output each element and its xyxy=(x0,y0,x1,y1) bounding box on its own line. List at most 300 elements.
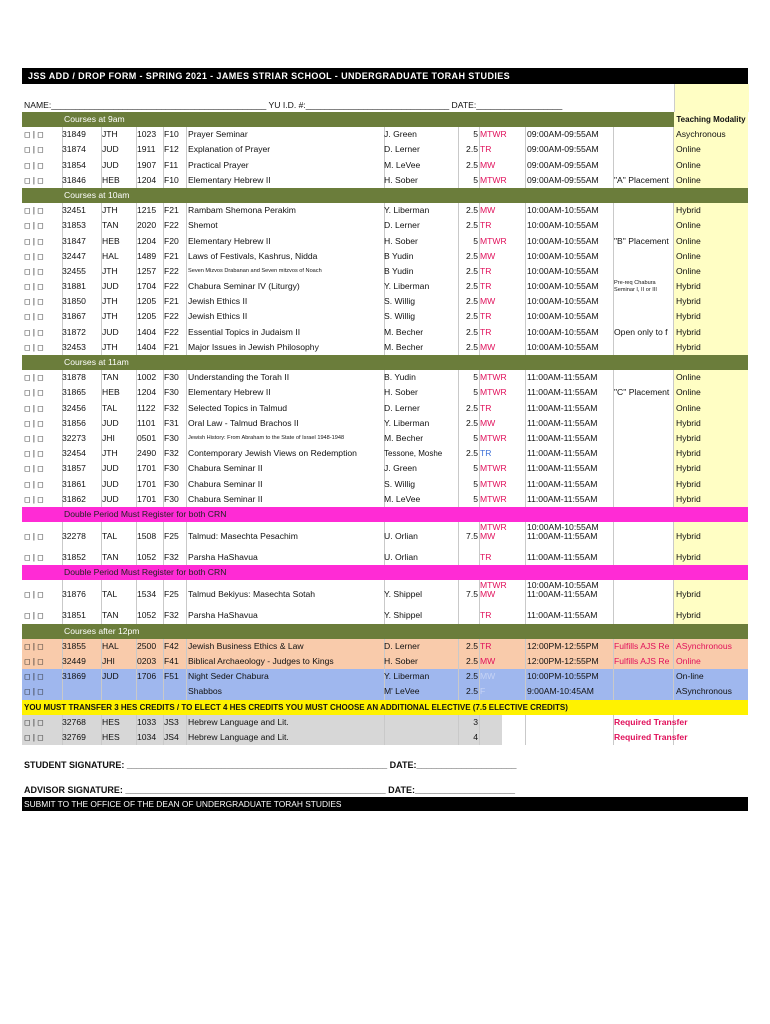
instructor: M. LeVee xyxy=(384,493,421,504)
section-header xyxy=(22,565,748,580)
add-drop-checkboxes[interactable]: ◻ | ◻ xyxy=(24,672,44,682)
course-number: 1034 xyxy=(137,731,157,742)
grid-line xyxy=(186,370,187,385)
subject: TAN xyxy=(102,610,119,621)
grid-line xyxy=(525,173,526,188)
grid-line xyxy=(479,730,480,745)
add-drop-checkboxes[interactable]: ◻ | ◻ xyxy=(24,175,44,185)
add-drop-checkboxes[interactable]: ◻ | ◻ xyxy=(24,717,44,727)
add-drop-checkboxes[interactable]: ◻ | ◻ xyxy=(24,611,44,621)
grid-line xyxy=(186,218,187,233)
add-drop-checkboxes[interactable]: ◻ | ◻ xyxy=(24,221,44,231)
crn: 31881 xyxy=(62,281,86,292)
subject: HAL xyxy=(102,250,119,261)
course-number: 1204 xyxy=(137,235,157,246)
grid-line xyxy=(186,385,187,400)
teaching-modality: Online xyxy=(676,656,701,666)
course-row[interactable] xyxy=(22,234,748,249)
add-drop-checkboxes[interactable]: ◻ | ◻ xyxy=(24,657,44,666)
meeting-days: MTWR xyxy=(480,478,507,489)
crn: 31851 xyxy=(62,610,86,621)
crn: 31878 xyxy=(62,372,86,383)
instructor: Y. Shippel xyxy=(384,589,423,600)
instructor: U. Orlian xyxy=(384,552,418,563)
add-drop-checkboxes[interactable]: ◻ | ◻ xyxy=(24,145,44,155)
course-row[interactable] xyxy=(22,173,748,188)
add-drop-checkboxes[interactable]: ◻ | ◻ xyxy=(24,532,44,542)
teaching-modality: Hybrid xyxy=(676,478,701,489)
teaching-modality: Hybrid xyxy=(676,205,701,216)
transfer-course-row[interactable] xyxy=(22,715,748,730)
add-drop-checkboxes[interactable]: ◻ | ◻ xyxy=(24,433,44,443)
transfer-course-row[interactable] xyxy=(22,730,748,745)
meeting-days: TR xyxy=(480,311,492,322)
subject: HAL xyxy=(102,640,119,651)
grid-line xyxy=(186,203,187,218)
grid-line xyxy=(186,522,187,550)
teaching-modality: Online xyxy=(676,174,701,185)
meeting-time: 10:00AM-10:55AM xyxy=(527,311,599,322)
instructor: D. Lerner xyxy=(384,640,420,651)
course-number: 1023 xyxy=(137,129,157,140)
section: F10 xyxy=(164,174,179,185)
credits: 2.5 xyxy=(466,686,478,697)
course-number: 1907 xyxy=(137,159,157,170)
grid-line xyxy=(186,309,187,324)
grid-line xyxy=(525,264,526,279)
instructor: M' LeVee xyxy=(384,686,420,697)
course-title: Jewish Ethics II xyxy=(188,311,248,322)
meeting-time: 10:00AM-10:55AM xyxy=(527,296,599,307)
meeting-time: 9:00AM-10:45AM xyxy=(527,686,594,697)
grid-line xyxy=(384,715,385,730)
credits: 2.5 xyxy=(466,448,478,459)
teaching-modality: Online xyxy=(676,387,701,398)
course-number: 1257 xyxy=(137,265,157,276)
instructor: D. Lerner xyxy=(384,220,420,231)
crn: 32278 xyxy=(62,531,86,542)
course-number: 1052 xyxy=(137,610,157,621)
grid-line xyxy=(186,249,187,264)
course-row[interactable] xyxy=(22,264,748,279)
meeting-days: MW xyxy=(480,671,496,682)
section: F41 xyxy=(164,656,179,666)
course-number: 2490 xyxy=(137,448,157,459)
placement-note: Fulfills AJS Re xyxy=(614,656,670,666)
section: F32 xyxy=(164,448,179,459)
section-header xyxy=(22,188,748,203)
course-title: Shabbos xyxy=(188,686,222,697)
teaching-modality-header: Teaching Modality xyxy=(674,112,748,127)
credits: 5 xyxy=(473,174,478,185)
grid-line xyxy=(525,416,526,431)
grid-line xyxy=(186,173,187,188)
course-title: Jewish Business Ethics & Law xyxy=(188,640,304,651)
course-number: 1701 xyxy=(137,493,157,504)
instructor: B Yudin xyxy=(384,250,414,261)
spacer xyxy=(22,745,748,757)
grid-line xyxy=(525,669,526,684)
section: JS4 xyxy=(164,731,179,742)
meeting-time: 10:00AM-10:55AM xyxy=(527,220,599,231)
course-row[interactable] xyxy=(22,249,748,264)
grid-line xyxy=(525,340,526,355)
instructor: B. Yudin xyxy=(384,372,416,383)
course-row[interactable] xyxy=(22,218,748,233)
grid-line xyxy=(136,684,137,699)
meeting-time: 11:00AM-11:55AM xyxy=(527,589,598,600)
grid-line xyxy=(525,550,526,565)
course-number: 1205 xyxy=(137,296,157,307)
add-drop-checkboxes[interactable]: ◻ | ◻ xyxy=(24,266,44,276)
course-row[interactable] xyxy=(22,385,748,400)
course-row[interactable] xyxy=(22,158,748,173)
add-drop-checkboxes[interactable]: ◻ | ◻ xyxy=(24,312,44,322)
course-number: 1704 xyxy=(137,281,157,292)
subject: TAL xyxy=(102,402,118,413)
add-drop-form xyxy=(22,68,748,811)
credits: 5 xyxy=(473,372,478,383)
subject: JUD xyxy=(102,144,119,155)
course-number: 1701 xyxy=(137,478,157,489)
crn: 31857 xyxy=(62,463,86,474)
section: F21 xyxy=(164,341,179,352)
teaching-modality: Hybrid xyxy=(676,448,701,459)
add-drop-checkboxes[interactable]: ◻ | ◻ xyxy=(24,494,44,504)
meeting-days: TR xyxy=(480,265,492,276)
double-period-days-top: MTWR xyxy=(480,580,507,591)
instructor: H. Sober xyxy=(384,387,418,398)
grid-line xyxy=(525,158,526,173)
grid-line xyxy=(186,550,187,565)
teaching-modality: Online xyxy=(676,250,701,261)
course-number: 1404 xyxy=(137,341,157,352)
grid-line xyxy=(525,431,526,446)
add-drop-checkboxes[interactable]: ◻ | ◻ xyxy=(24,282,44,292)
add-drop-checkboxes[interactable]: ◻ | ◻ xyxy=(24,251,44,261)
crn: 32455 xyxy=(62,265,86,276)
add-drop-checkboxes[interactable]: ◻ | ◻ xyxy=(24,297,44,307)
grid-line xyxy=(479,715,480,730)
section: F51 xyxy=(164,671,179,682)
grid-line xyxy=(458,608,459,623)
crn: 32447 xyxy=(62,250,86,261)
crn: 31865 xyxy=(62,387,86,398)
section-header xyxy=(22,355,748,370)
student-signature-line[interactable] xyxy=(22,757,748,773)
meeting-days: MTWR xyxy=(480,372,507,383)
course-number: 2500 xyxy=(137,640,157,651)
grid-line xyxy=(186,416,187,431)
course-row[interactable] xyxy=(22,639,748,654)
instructor: M. Becher xyxy=(384,432,424,443)
course-row[interactable] xyxy=(22,401,748,416)
course-row[interactable] xyxy=(22,608,748,623)
course-title: Jewish History: From Abraham to the State of Israel 1948-1948 xyxy=(188,434,345,441)
credits: 2.5 xyxy=(466,205,478,216)
subject: JHI xyxy=(102,432,115,443)
subject: HES xyxy=(102,716,120,727)
course-row[interactable] xyxy=(22,669,748,684)
section-header xyxy=(22,624,748,639)
course-row[interactable] xyxy=(22,340,748,355)
add-drop-checkboxes[interactable]: ◻ | ◻ xyxy=(24,373,44,383)
subject: TAN xyxy=(102,372,119,383)
course-title: Night Seder Chabura xyxy=(188,671,269,682)
subject: JUD xyxy=(102,417,119,428)
crn: 31862 xyxy=(62,493,86,504)
section: F20 xyxy=(164,235,179,246)
instructor: J. Green xyxy=(384,129,417,140)
add-drop-checkboxes[interactable]: ◻ | ◻ xyxy=(24,236,44,246)
credits: 7.5 xyxy=(466,531,478,542)
grid-line xyxy=(525,477,526,492)
section: F32 xyxy=(164,402,179,413)
transfer-notice xyxy=(22,700,748,715)
meeting-time: 11:00AM-11:55AM xyxy=(527,493,598,504)
section: F22 xyxy=(164,265,179,276)
meeting-time: 11:00AM-11:55AM xyxy=(527,448,598,459)
course-row[interactable] xyxy=(22,477,748,492)
section: F21 xyxy=(164,205,179,216)
credits: 2.5 xyxy=(466,296,478,307)
course-title: Essential Topics in Judaism II xyxy=(188,326,301,337)
course-number: 1911 xyxy=(137,144,156,155)
transfer-notice-text: YOU MUST TRANSFER 3 HES CREDITS / TO ELECT 4 HES CREDITS YOU MUST CHOOSE AN ADDITIONAL ELECTIVE (7.5 ELECTIVE CREDITS) xyxy=(24,702,568,712)
add-drop-checkboxes[interactable]: ◻ | ◻ xyxy=(24,641,44,651)
course-row[interactable] xyxy=(22,370,748,385)
course-table xyxy=(22,112,748,745)
meeting-days: TR xyxy=(480,144,492,155)
footer-text: SUBMIT TO THE OFFICE OF THE DEAN OF UNDERGRADUATE TORAH STUDIES xyxy=(24,799,342,810)
teaching-modality: Online xyxy=(676,372,701,383)
modality-column-bg xyxy=(674,355,748,370)
teaching-modality: Hybrid xyxy=(676,493,701,504)
meeting-time: 12:00PM-12:55PM xyxy=(527,640,599,651)
grid-line xyxy=(458,550,459,565)
crn: 32454 xyxy=(62,448,86,459)
course-title: Jewish Ethics II xyxy=(188,296,248,307)
add-drop-checkboxes[interactable]: ◻ | ◻ xyxy=(24,130,44,140)
course-row[interactable] xyxy=(22,492,748,507)
add-drop-checkboxes[interactable]: ◻ | ◻ xyxy=(24,327,44,337)
course-title: Hebrew Language and Lit. xyxy=(188,731,289,742)
subject: JTH xyxy=(102,296,118,307)
meeting-time: 10:00AM-10:55AM xyxy=(527,326,599,337)
placement-note: "C" Placement xyxy=(614,387,670,398)
section: F42 xyxy=(164,640,179,651)
grid-line xyxy=(186,608,187,623)
meeting-time: 09:00AM-09:55AM xyxy=(527,174,599,185)
meeting-days: MW xyxy=(480,250,496,261)
instructor: Tessone, Moshe xyxy=(384,449,443,459)
course-number: 0203 xyxy=(137,656,157,666)
grid-line xyxy=(525,492,526,507)
meeting-days: TR xyxy=(480,448,492,459)
crn: 31861 xyxy=(62,478,86,489)
credits: 2.5 xyxy=(466,144,478,155)
instructor: H. Sober xyxy=(384,235,418,246)
course-row[interactable] xyxy=(22,127,748,142)
grid-line xyxy=(186,142,187,157)
add-drop-checkboxes[interactable]: ◻ | ◻ xyxy=(24,160,44,170)
section: F22 xyxy=(164,281,179,292)
meeting-time: 10:00AM-10:55AM xyxy=(527,341,599,352)
add-drop-checkboxes[interactable]: ◻ | ◻ xyxy=(24,590,44,600)
course-title: Selected Topics in Talmud xyxy=(188,402,288,413)
grid-line xyxy=(186,234,187,249)
crn: 31855 xyxy=(62,640,86,651)
course-row[interactable] xyxy=(22,309,748,324)
credits: 2.5 xyxy=(466,402,478,413)
meeting-time: 10:00PM-10:55PM xyxy=(527,671,599,682)
section: F11 xyxy=(164,159,179,170)
meeting-days: MTWR xyxy=(480,235,507,246)
crn: 32768 xyxy=(62,716,86,727)
course-title: Chabura Seminar II xyxy=(188,463,263,474)
course-row[interactable] xyxy=(22,522,748,550)
add-drop-checkboxes[interactable]: ◻ | ◻ xyxy=(24,553,44,563)
course-row[interactable] xyxy=(22,416,748,431)
course-title: Chabura Seminar II xyxy=(188,493,263,504)
grid-line xyxy=(525,715,526,730)
teaching-modality: Hybrid xyxy=(676,610,701,621)
add-drop-checkboxes[interactable]: ◻ | ◻ xyxy=(24,449,44,459)
section: F30 xyxy=(164,387,179,398)
instructor: J. Green xyxy=(384,463,417,474)
grid-line xyxy=(186,431,187,446)
meeting-time: 10:00AM-10:55AM xyxy=(527,281,599,292)
instructor: U. Orlian xyxy=(384,531,418,542)
course-number: 1508 xyxy=(137,531,157,542)
course-row[interactable] xyxy=(22,550,748,565)
crn: 32273 xyxy=(62,432,86,443)
spacer xyxy=(22,773,748,783)
teaching-modality: Hybrid xyxy=(676,311,701,322)
meeting-days: MTWR xyxy=(480,387,507,398)
add-drop-checkboxes[interactable]: ◻ | ◻ xyxy=(24,388,44,398)
grid-line xyxy=(525,461,526,476)
meeting-time: 10:00AM-10:55AM xyxy=(527,235,599,246)
course-number: 1122 xyxy=(137,402,156,413)
course-row[interactable] xyxy=(22,654,748,669)
subject: JTH xyxy=(102,129,118,140)
teaching-modality: Online xyxy=(676,144,701,155)
teaching-modality: Asychronous xyxy=(676,129,726,140)
advisor-signature-line[interactable] xyxy=(22,783,748,797)
placement-note: Pre-req Chabura Seminar I, II or III xyxy=(614,280,657,294)
grid-line xyxy=(525,127,526,142)
modality-column-bg xyxy=(674,188,748,203)
crn: 32451 xyxy=(62,205,86,216)
grid-line xyxy=(525,294,526,309)
meeting-days: TR xyxy=(480,552,492,563)
course-row[interactable] xyxy=(22,431,748,446)
course-row[interactable] xyxy=(22,446,748,461)
course-title: Oral Law - Talmud Brachos II xyxy=(188,417,299,428)
course-row[interactable] xyxy=(22,294,748,309)
section: F22 xyxy=(164,220,179,231)
required-transfer-note: Required Transfer xyxy=(614,716,688,727)
grid-line xyxy=(525,684,526,699)
add-drop-checkboxes[interactable]: ◻ | ◻ xyxy=(24,206,44,216)
subject: JHI xyxy=(102,656,115,666)
grid-line xyxy=(525,203,526,218)
meeting-time: 09:00AM-09:55AM xyxy=(527,144,599,155)
credits: 5 xyxy=(473,463,478,474)
add-drop-checkboxes[interactable]: ◻ | ◻ xyxy=(24,479,44,489)
instructor: Y. Liberman xyxy=(384,417,430,428)
course-row[interactable] xyxy=(22,461,748,476)
add-drop-checkboxes[interactable]: ◻ | ◻ xyxy=(24,418,44,428)
crn: 31869 xyxy=(62,671,86,682)
course-row[interactable] xyxy=(22,684,748,699)
meeting-time: 11:00AM-11:55AM xyxy=(527,531,598,542)
crn: 31852 xyxy=(62,552,86,563)
meeting-days: MTWR xyxy=(480,432,507,443)
section: F21 xyxy=(164,250,179,261)
course-number: 1204 xyxy=(137,174,157,185)
credits: 2.5 xyxy=(466,326,478,337)
subject: JUD xyxy=(102,493,119,504)
course-row[interactable] xyxy=(22,142,748,157)
placement-note: "B" Placement xyxy=(614,235,669,246)
double-period-time-top: 10:00AM-10:55AM xyxy=(527,522,599,533)
add-drop-checkboxes[interactable]: ◻ | ◻ xyxy=(24,403,44,413)
crn: 31854 xyxy=(62,159,86,170)
meeting-days: MW xyxy=(480,656,496,666)
crn: 31846 xyxy=(62,174,86,185)
section: F30 xyxy=(164,372,179,383)
grid-line xyxy=(525,522,526,550)
grid-line xyxy=(525,446,526,461)
instructor: S. Willig xyxy=(384,478,416,489)
credits: 5 xyxy=(473,493,478,504)
course-number: 1101 xyxy=(137,417,156,428)
add-drop-checkboxes[interactable]: ◻ | ◻ xyxy=(24,464,44,474)
teaching-modality: Hybrid xyxy=(676,552,701,563)
grid-line xyxy=(186,669,187,684)
meeting-time: 11:00AM-11:55AM xyxy=(527,417,598,428)
course-number: 1706 xyxy=(137,671,157,682)
course-number: 1701 xyxy=(137,463,157,474)
course-row[interactable] xyxy=(22,580,748,608)
course-row[interactable] xyxy=(22,203,748,218)
meeting-time: 11:00AM-11:55AM xyxy=(527,387,598,398)
crn: 31874 xyxy=(62,144,86,155)
section: F25 xyxy=(164,589,179,600)
grid-line xyxy=(525,608,526,623)
course-row[interactable] xyxy=(22,325,748,340)
credits: 5 xyxy=(473,235,478,246)
grid-line xyxy=(186,446,187,461)
name-id-date-line[interactable] xyxy=(22,98,748,112)
add-drop-checkboxes[interactable]: ◻ | ◻ xyxy=(24,342,44,352)
add-drop-checkboxes[interactable]: ◻ | ◻ xyxy=(24,687,44,697)
section: F10 xyxy=(164,129,179,140)
section: F22 xyxy=(164,311,179,322)
grid-line xyxy=(163,684,164,699)
instructor: M. LeVee xyxy=(384,159,421,170)
add-drop-checkboxes[interactable]: ◻ | ◻ xyxy=(24,732,44,742)
course-row[interactable] xyxy=(22,279,748,294)
subject: TAL xyxy=(102,531,118,542)
teaching-modality: Hybrid xyxy=(676,296,701,307)
spacer-row xyxy=(22,84,748,98)
instructor: B Yudin xyxy=(384,265,414,276)
grid-line xyxy=(186,264,187,279)
double-period-time-top: 10:00AM-10:55AM xyxy=(527,580,599,591)
